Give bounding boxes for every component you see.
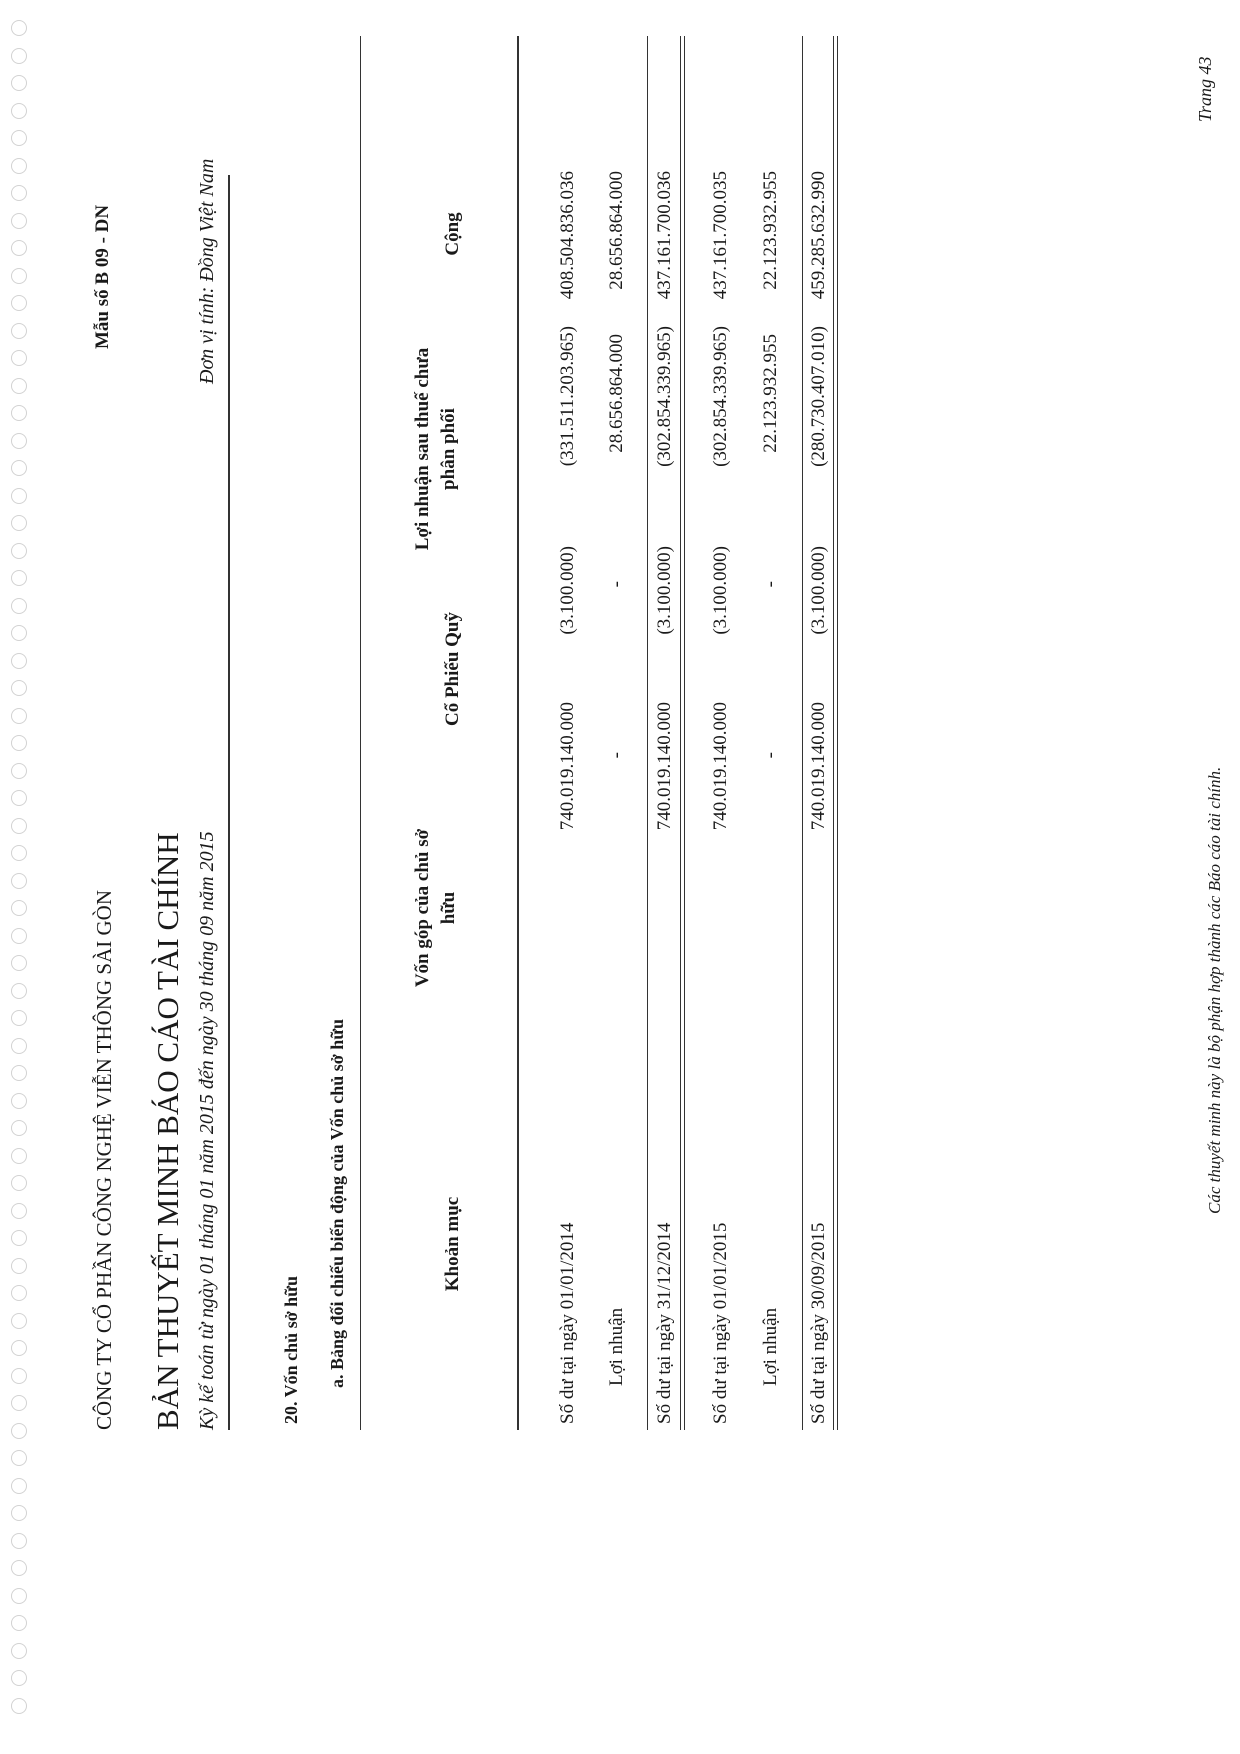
form-code: Mẫu số B 09 - DN xyxy=(92,204,113,349)
cell-loi-nhuan: (331.511.203.965) xyxy=(557,326,578,467)
currency-unit: Đơn vị tính: Đồng Việt Nam xyxy=(196,158,218,384)
report-title: BẢN THUYẾT MINH BÁO CÁO TÀI CHÍNH xyxy=(150,832,185,1430)
footer-note: Các thuyết minh này là bộ phận hợp thành các Báo cáo tài chính. xyxy=(1205,766,1224,1214)
final-double-rule xyxy=(833,36,838,1430)
row-label: Lợi nhuận xyxy=(760,1307,781,1386)
table-row xyxy=(606,36,646,1430)
balance-double-rule xyxy=(680,36,685,1430)
report-period: Kỳ kế toán từ ngày 01 tháng 01 năm 2015 đến ngày 30 tháng 09 năm 2015 xyxy=(196,831,218,1430)
column-header-loi-nhuan-line2: phân phối xyxy=(438,408,459,490)
column-header-co-phieu-quy: Cổ Phiếu Quỹ xyxy=(442,611,463,727)
cell-cong: 408.504.836.036 xyxy=(557,171,578,300)
company-name: CÔNG TY CỔ PHẦN CÔNG NGHỆ VIỄN THÔNG SÀI GÒN xyxy=(92,890,116,1430)
column-header-loi-nhuan xyxy=(410,334,462,564)
section-title: 20. Vốn chủ sở hữu xyxy=(281,1276,301,1424)
table-row xyxy=(760,36,800,1430)
cell-von-gop: 740.019.140.000 xyxy=(808,702,829,831)
column-header-cong: Cộng xyxy=(442,212,463,256)
cell-cong: 459.285.632.990 xyxy=(808,171,829,300)
cell-co-phieu-quy: - xyxy=(760,581,781,588)
cell-loi-nhuan: 28.656.864.000 xyxy=(606,334,627,453)
cell-von-gop: - xyxy=(606,752,627,759)
cell-von-gop: - xyxy=(760,752,781,759)
cell-cong: 22.123.932.955 xyxy=(760,171,781,290)
table-top-rule xyxy=(360,36,361,1430)
cell-co-phieu-quy: - xyxy=(606,581,627,588)
page-number: Trang 43 xyxy=(1195,56,1215,122)
cell-co-phieu-quy: (3.100.000) xyxy=(710,546,731,635)
header-bottom-rule xyxy=(517,36,519,1430)
cell-von-gop: 740.019.140.000 xyxy=(710,702,731,831)
cell-von-gop: 740.019.140.000 xyxy=(557,702,578,831)
row-label: Lợi nhuận xyxy=(606,1307,627,1386)
column-header-von-gop-line1: Vốn góp của chủ sở xyxy=(412,828,433,988)
table-row xyxy=(654,36,694,1430)
cell-cong: 437.161.700.036 xyxy=(654,171,675,300)
cell-loi-nhuan: (302.854.339.965) xyxy=(710,326,731,467)
cell-loi-nhuan: (302.854.339.965) xyxy=(654,326,675,467)
row-label: Số dư tại ngày 31/12/2014 xyxy=(654,1222,675,1424)
cell-co-phieu-quy: (3.100.000) xyxy=(808,546,829,635)
column-header-khoan-muc: Khoản mục xyxy=(442,1196,463,1292)
cell-loi-nhuan: 22.123.932.955 xyxy=(760,334,781,453)
cell-loi-nhuan: (280.730.407.010) xyxy=(808,326,829,467)
cell-cong: 28.656.864.000 xyxy=(606,171,627,290)
cell-cong: 437.161.700.035 xyxy=(710,171,731,300)
column-header-von-gop-line2: hữu xyxy=(438,891,459,925)
section-subtitle: a. Bảng đối chiếu biến động của Vốn chủ sở hữu xyxy=(327,1018,347,1388)
row-label: Số dư tại ngày 01/01/2014 xyxy=(557,1222,578,1424)
cell-co-phieu-quy: (3.100.000) xyxy=(654,546,675,635)
header-rule xyxy=(228,175,230,1430)
table-row xyxy=(557,36,597,1430)
subtotal-rule xyxy=(647,36,648,1430)
cell-von-gop: 740.019.140.000 xyxy=(654,702,675,831)
row-label: Số dư tại ngày 01/01/2015 xyxy=(710,1222,731,1424)
cell-co-phieu-quy: (3.100.000) xyxy=(557,546,578,635)
table-row xyxy=(710,36,750,1430)
column-header-von-gop xyxy=(410,808,462,1008)
row-label: Số dư tại ngày 30/09/2015 xyxy=(808,1222,829,1424)
subtotal-rule xyxy=(802,36,803,1430)
column-header-loi-nhuan-line1: Lợi nhuận sau thuế chưa xyxy=(412,347,433,551)
table-row xyxy=(808,36,848,1430)
